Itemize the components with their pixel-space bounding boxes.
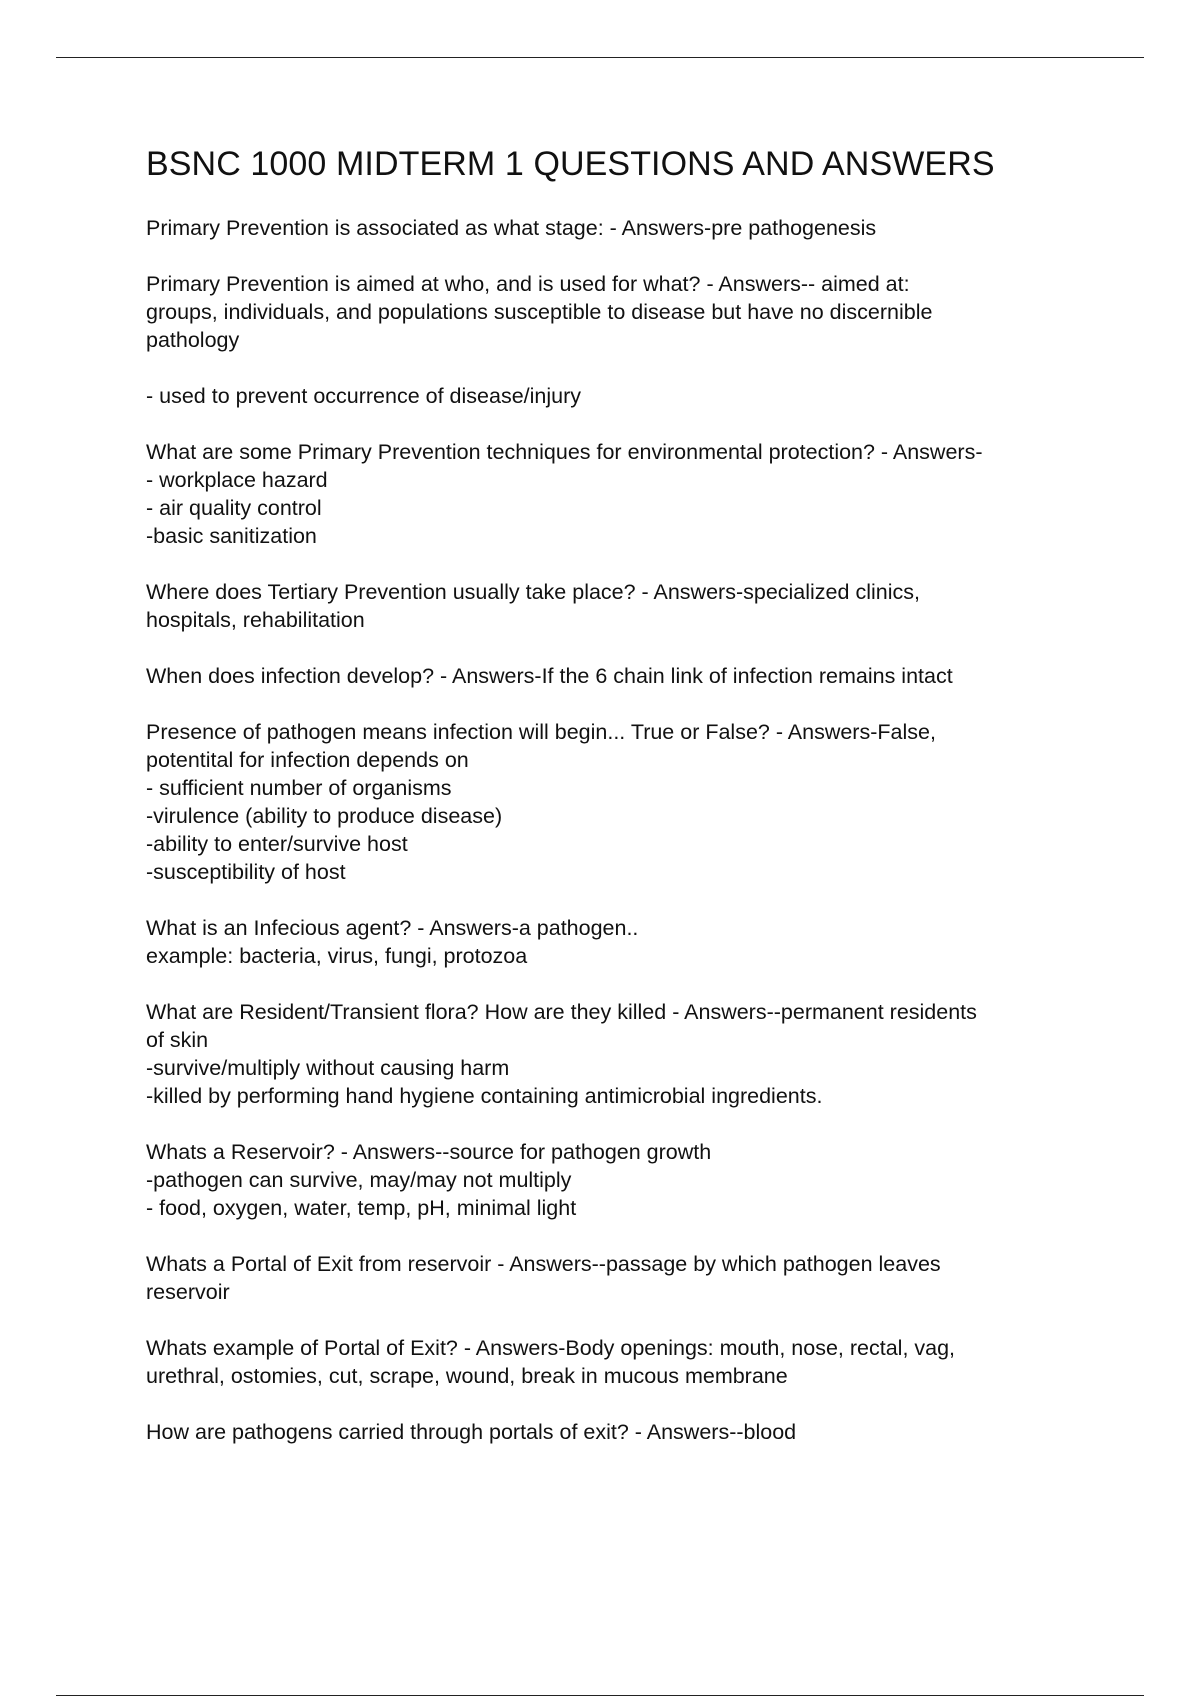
document-body [146, 140, 1106, 1474]
qa-entry: Primary Prevention is aimed at who, and is used for what? - Answers-- aimed at: groups, individuals, and populations susceptible to disease but have no discernible pathology [146, 272, 933, 352]
qa-entry: How are pathogens carried through portals of exit? - Answers--blood [146, 1420, 797, 1444]
qa-entry: Whats a Portal of Exit from reservoir - Answers--passage by which pathogen leaves reservoir [146, 1252, 941, 1304]
qa-entry: - used to prevent occurrence of disease/injury [146, 384, 582, 408]
qa-entry: What is an Infecious agent? - Answers-a pathogen.. example: bacteria, virus, fungi, protozoa [146, 916, 639, 968]
qa-entry: Primary Prevention is associated as what stage: - Answers-pre pathogenesis [146, 216, 877, 240]
qa-entry: Whats a Reservoir? - Answers--source for pathogen growth -pathogen can survive, may/may not multiply - food, oxygen, water, temp, pH, minimal light [146, 1140, 712, 1220]
qa-entry: What are some Primary Prevention techniques for environmental protection? - Answers- - workplace hazard - air quality control -basic sanitization [146, 440, 983, 548]
bottom-rule [56, 1695, 1144, 1696]
document-title: BSNC 1000 MIDTERM 1 QUESTIONS AND ANSWERS [146, 145, 995, 183]
qa-entry: Where does Tertiary Prevention usually take place? - Answers-specialized clinics, hospitals, rehabilitation [146, 580, 920, 632]
qa-entry: What are Resident/Transient flora? How are they killed - Answers--permanent residents of skin -survive/multiply without causing harm -killed by performing hand hygiene containing antimicrobial ingredients. [146, 1000, 977, 1108]
top-rule [56, 57, 1144, 58]
qa-entry: Presence of pathogen means infection will begin... True or False? - Answers-False, potentital for infection depends on - sufficient number of organisms -virulence (ability to produce disease) -ability to enter/survive host -susceptibility of host [146, 720, 936, 884]
qa-entry: When does infection develop? - Answers-If the 6 chain link of infection remains intact [146, 664, 953, 688]
qa-entry: Whats example of Portal of Exit? - Answers-Body openings: mouth, nose, rectal, vag, urethral, ostomies, cut, scrape, wound, break in mucous membrane [146, 1336, 956, 1388]
